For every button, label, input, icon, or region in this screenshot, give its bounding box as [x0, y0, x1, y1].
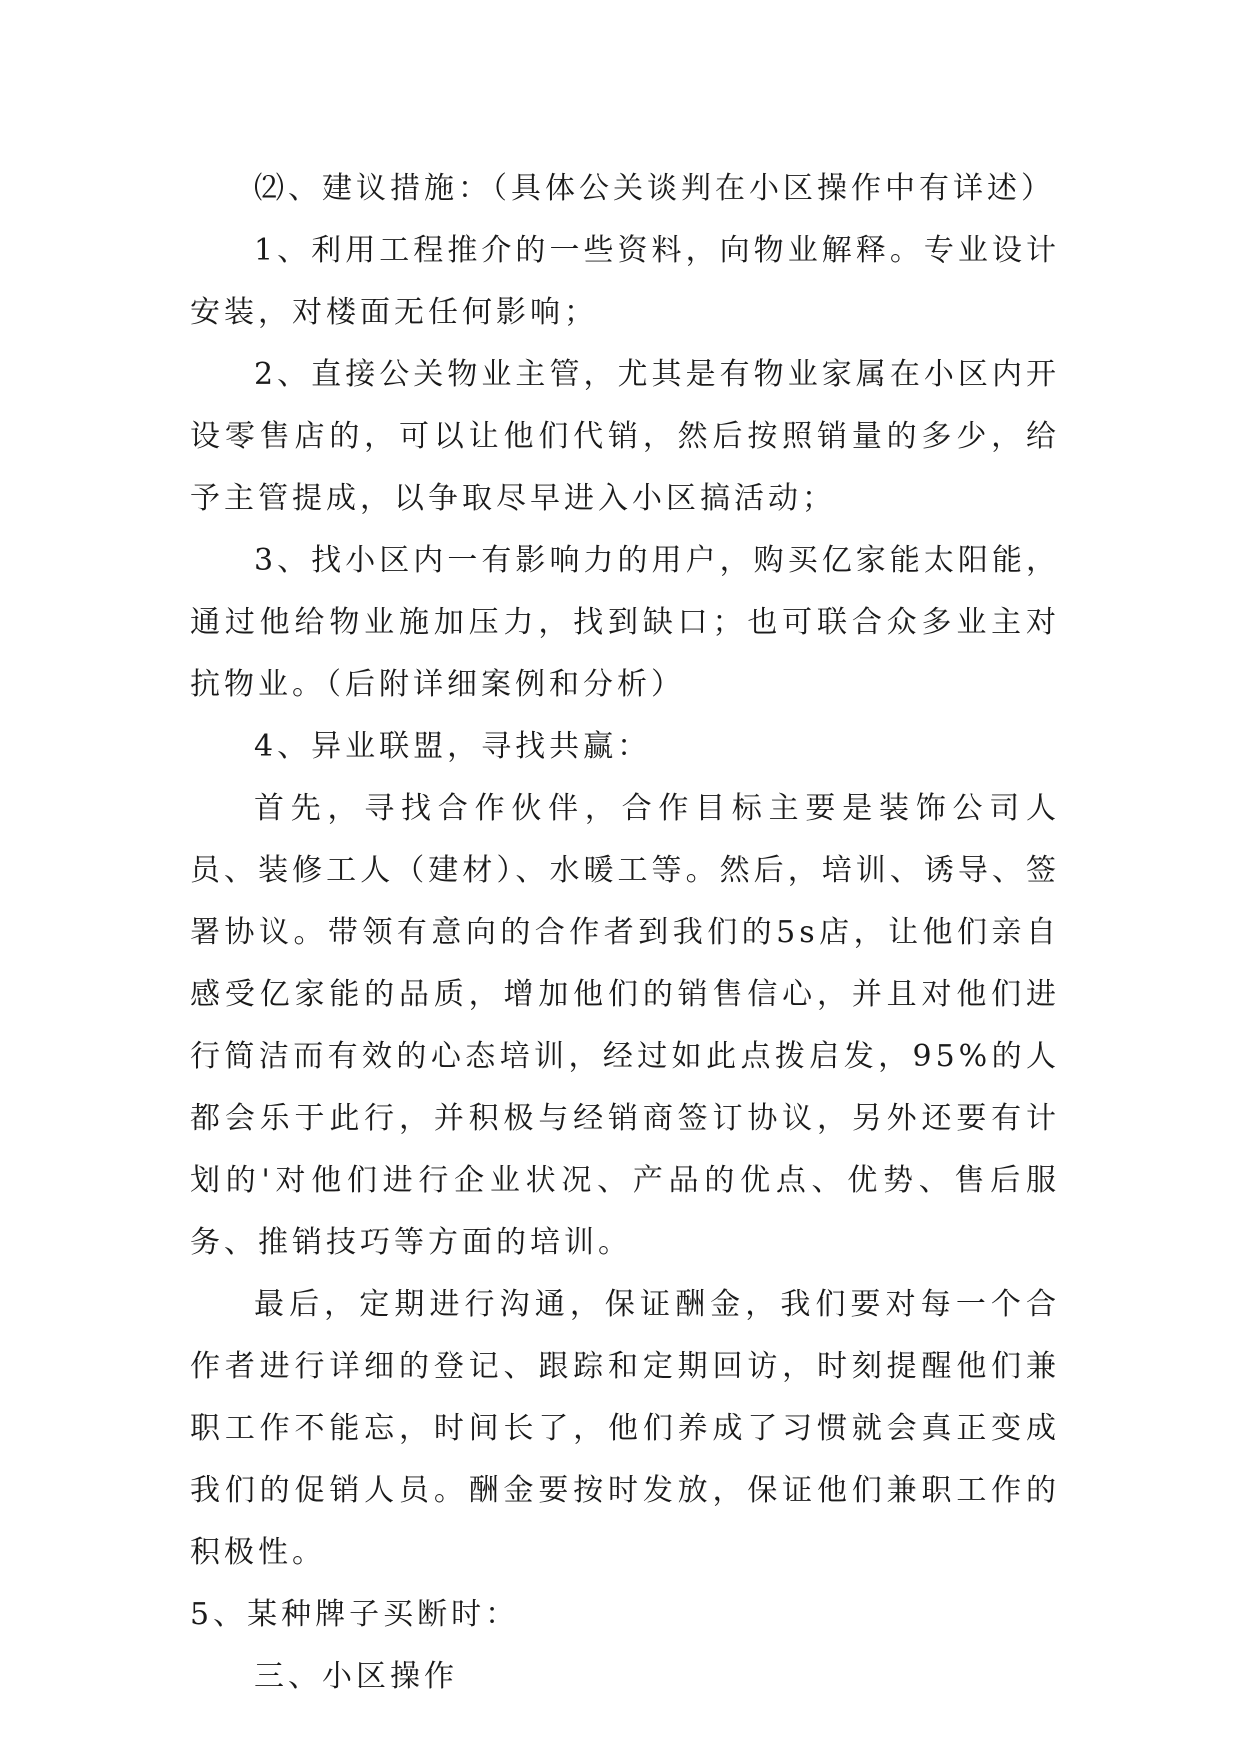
paragraph-item-5: 5、某种牌子买断时：: [190, 1597, 520, 1632]
paragraph-item-2: 2、直接公关物业主管，尤其是有物业家属在小区内开设零售店的，可以让他们代销，然后按照销量的多少，给予主管提成，以争取尽早进入小区搞活动；: [190, 357, 1060, 516]
paragraph-item-4: 4、异业联盟，寻找共赢：: [254, 729, 652, 764]
paragraph-item-3: 3、找小区内一有影响力的用户，购买亿家能太阳能，通过他给物业施加压力，找到缺口；也可联合众多业主对抗物业。（后附详细案例和分析）: [190, 543, 1060, 702]
paragraph-suggested-measures: ⑵、建议措施：（具体公关谈判在小区操作中有详述）: [254, 171, 1055, 206]
paragraph-item-1: 1、利用工程推介的一些资料，向物业解释。专业设计安装，对楼面无任何影响；: [190, 233, 1060, 330]
section-heading-community-operation: 三、小区操作: [254, 1659, 458, 1694]
paragraph-last-step: 最后，定期进行沟通，保证酬金，我们要对每一个合作者进行详细的登记、跟踪和定期回访，时刻提醒他们兼职工作不能忘，时间长了，他们养成了习惯就会真正变成我们的促销人员。酬金要按时发放，保证他们兼职工作的积极性。: [190, 1287, 1060, 1570]
paragraph-first-step: 首先，寻找合作伙伴，合作目标主要是装饰公司人员、装修工人（建材）、水暖工等。然后，培训、诱导、签署协议。带领有意向的合作者到我们的5s店，让他们亲自感受亿家能的品质，增加他们的销售信心，并且对他们进行简洁而有效的心态培训，经过如此点拨启发，95%的人都会乐于此行，并积极与经销商签订协议，另外还要有计划的'对他们进行企业状况、产品的优点、优势、售后服务、推销技巧等方面的培训。: [190, 791, 1060, 1260]
document-body: [190, 158, 1060, 1708]
